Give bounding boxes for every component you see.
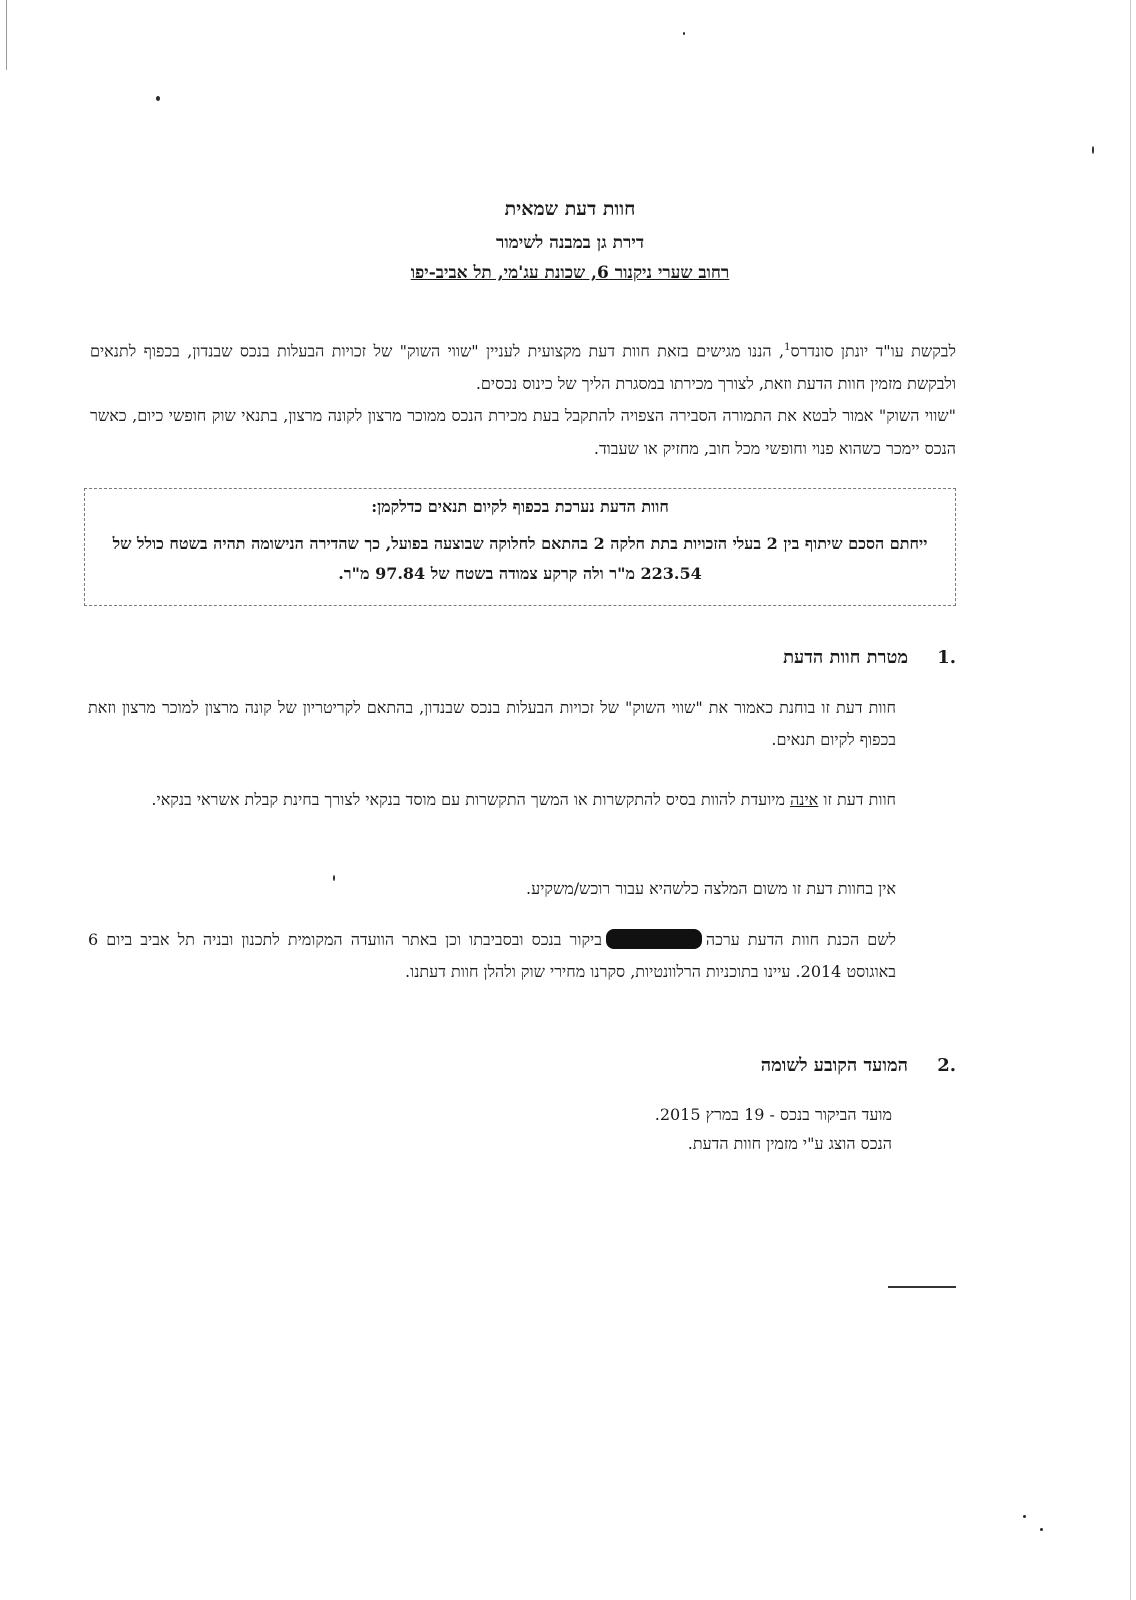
conditions-text: ייחתם הסכם שיתוף בין 2 בעלי הזכויות בתת חלקה 2 בהתאם לחלוקה שבוצעה בפועל, כך שהדירה הנישומה תהיה בשטח כולל של 223.54 מ"ר ולה קרקע צמודה בשטח של 97.84 מ"ר. bbox=[112, 534, 928, 583]
intro-paragraph-1 bbox=[90, 332, 956, 400]
footnote-separator bbox=[888, 1286, 956, 1288]
conditions-title: חוות הדעת נערכת בכפוף לקיום תנאים כדלקמן: bbox=[371, 497, 669, 516]
section-1-paragraph-2 bbox=[88, 784, 896, 816]
scan-speck bbox=[683, 32, 685, 35]
section-2-title: המועד הקובע לשומה bbox=[760, 1055, 908, 1076]
footnote-mark: 1 bbox=[784, 342, 791, 353]
presented-by-line: הנכס הוצג ע"י מזמין חוות הדעת. bbox=[687, 1134, 892, 1153]
section-1-heading bbox=[256, 647, 956, 668]
intro-paragraph-2: "שווי השוק" אמור לבטא את התמורה הסבירה הצפויה להתקבל בעת מכירת הנכס ממוכר מרצון לקונה מרצון, בתנאי שוק חופשי כיום, כאשר הנכס יימכר כשהוא פנוי וחופשי מכל חוב, מחזיק או שעבוד. bbox=[90, 406, 956, 458]
scan-speck bbox=[1092, 146, 1094, 154]
section-1-paragraph-1: חוות דעת זו בוחנת כאמור את "שווי השוק" של זכויות הבעלות בנכס שבנדון, בהתאם לקריטריון של קונה מרצון למוכר מרצון וזאת בכפוף לקיום תנאים. bbox=[88, 698, 896, 749]
section-1-paragraph-4 bbox=[88, 924, 896, 988]
visit-date-line: מועד הביקור בנכס - 19 במרץ 2015. bbox=[654, 1105, 892, 1124]
paragraph-4-rest: ביקור בנכס ובסביבתו וכן באתר הוועדה המקומית לתכנון ובניה תל אביב ביום 6 באוגוסט 2014. עיינו בתוכניות הרלוונטיות, סקרנו מחירי שוק ולהלן חוות דעתנו. bbox=[88, 930, 896, 981]
paragraph-2-start: חוות דעת זו bbox=[818, 790, 896, 809]
conditions-box bbox=[84, 488, 956, 606]
section-1-title: מטרת חוות הדעת bbox=[783, 647, 908, 668]
scan-edge-right bbox=[1130, 0, 1131, 1600]
paragraph-2-rest: מיועדת להוות בסיס להתקשרות או המשך התקשרות עם מוסד בנקאי לצורך בחינת קבלת אשראי בנקאי. bbox=[151, 790, 791, 809]
intro-text-start: לבקשת עו"ד יונתן סונדרס bbox=[790, 341, 957, 361]
document-title: חוות דעת שמאית bbox=[504, 198, 636, 220]
section-1-number: .1 bbox=[937, 647, 956, 668]
scan-speck bbox=[1023, 1515, 1026, 1518]
underlined-word: אינה bbox=[790, 790, 819, 809]
section-2-heading bbox=[256, 1055, 956, 1076]
section-2-number: .2 bbox=[937, 1055, 956, 1076]
paragraph-4-start: לשם הכנת חוות הדעת ערכה bbox=[705, 930, 896, 949]
document-subtitle: דירת גן במבנה לשימור bbox=[495, 233, 645, 253]
property-address: רחוב שערי ניקנור 6, שכונת עג'מי, תל אביב-יפו bbox=[410, 263, 730, 283]
scan-edge-left bbox=[6, 0, 7, 70]
intro-section bbox=[90, 332, 956, 465]
intro-text-rest: , הננו מגישים בזאת חוות דעת מקצועית לעניין "שווי השוק" של זכויות הבעלות בנכס שבנדון, בכפוף לתנאים ולבקשת מזמין חוות הדעת וזאת, לצורך מכירתו במסגרת הליך של כינוס נכסים. bbox=[90, 341, 956, 393]
scan-speck bbox=[1040, 1528, 1043, 1531]
title-block bbox=[200, 198, 940, 283]
scan-speck bbox=[156, 96, 160, 101]
section-2-body bbox=[392, 1100, 892, 1158]
redaction-mark bbox=[606, 929, 702, 949]
section-1-paragraph-3: אין בחוות דעת זו משום המלצה כלשהיא עבור רוכש/משקיע. bbox=[526, 879, 896, 898]
